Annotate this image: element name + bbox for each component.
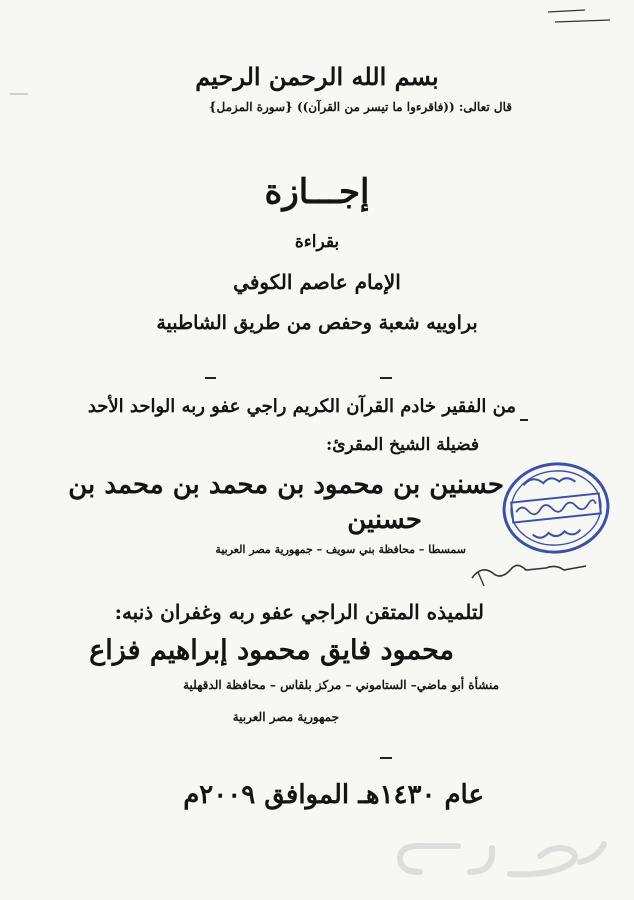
reading-label: بقراءة	[294, 232, 340, 252]
student-address-line-1: منشأة أبو ماضي– الستاموني – مركز بلقاس – محافظة الدقهلية	[183, 678, 499, 692]
quran-verse: قال تعالى: ((فاقرءوا ما تيسر من القرآن)) {سورة المزمل}	[208, 100, 512, 114]
student-intro: لتلميذه المتقن الراجي عفو ربه وغفران ذنبه:	[114, 600, 484, 624]
student-address-line-2: جمهورية مصر العربية	[232, 710, 339, 724]
certificate-date: عام ١٤٣٠هـ الموافق ٢٠٠٩م	[183, 780, 484, 810]
sheikh-title: فضيلة الشيخ المقرئ:	[325, 435, 479, 455]
sheikh-name-line-1: حسنين بن محمود بن محمد بن محمد بن	[68, 470, 504, 500]
student-name: محمود فايق محمود إبراهيم فزاع	[89, 635, 454, 666]
sheikh-address: سمسطا – محافظة بني سويف – جمهورية مصر العربية	[215, 543, 466, 556]
imam-name: الإمام عاصم الكوفي	[233, 270, 401, 294]
bismillah-heading: بسم الله الرحمن الرحيم	[195, 62, 439, 91]
narrators-line: براوييه شعبة وحفص من طريق الشاطبية	[156, 312, 478, 334]
sheikh-name-line-2: حسنين	[347, 505, 422, 535]
certificate-title: إجـــازة	[264, 172, 370, 212]
grantor-intro: من الفقير خادم القرآن الكريم راجي عفو ربه الواحد الأحد	[87, 396, 516, 417]
